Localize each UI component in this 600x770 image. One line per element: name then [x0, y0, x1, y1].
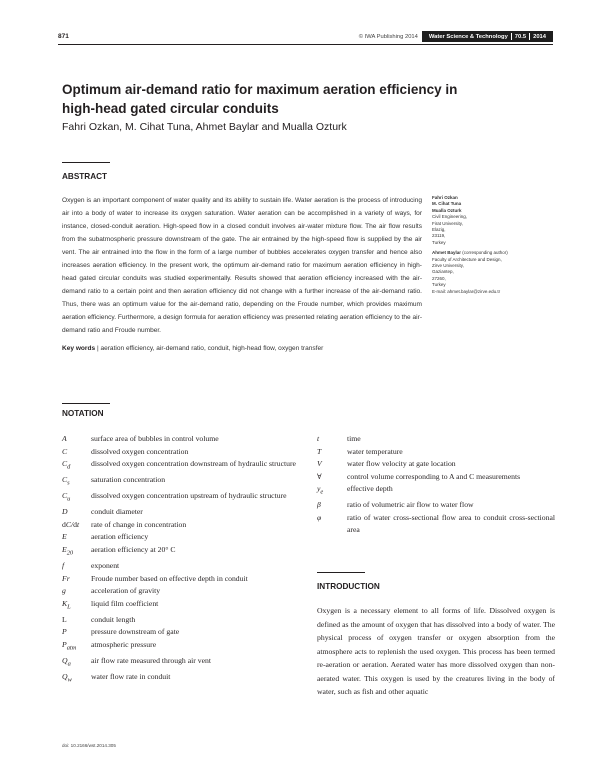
notation-row: [317, 433, 555, 446]
affil-author: Fahri Ozkan: [432, 195, 458, 200]
notation-symbol: ∀: [317, 471, 322, 481]
notation-definition: conduit diameter: [91, 507, 143, 517]
affil-line: Turkey: [432, 282, 446, 288]
section-rule: [62, 403, 110, 404]
notation-symbol: V: [317, 459, 322, 469]
introduction-heading: INTRODUCTION: [317, 582, 380, 591]
notation-definition: ratio of volumetric air flow to water flow: [347, 500, 474, 510]
affil-role: (corresponding author): [461, 250, 508, 256]
notation-row: [62, 598, 305, 614]
notation-definition: ratio of water cross-sectional flow area to conduit cross-sectional area: [347, 512, 555, 535]
notation-definition: exponent: [91, 561, 120, 571]
notation-row: [62, 626, 305, 639]
notation-symbol: $P_{atm}$: [62, 639, 77, 652]
notation-definition: control volume corresponding to A and C measurements: [347, 471, 521, 481]
journal-header: [359, 31, 553, 42]
notation-row: [62, 490, 305, 506]
keywords-label: Key words: [62, 345, 96, 352]
abstract-heading: ABSTRACT: [62, 172, 108, 181]
notation-list-left: [62, 433, 305, 687]
notation-definition: dissolved oxygen concentration upstream of hydraulic structure: [91, 491, 287, 501]
section-rule: [62, 162, 110, 163]
affil-author: Ahmet Baylar: [432, 250, 462, 256]
notation-definition: rate of change in concentration: [91, 519, 187, 529]
notation-symbol: g: [62, 586, 66, 596]
notation-symbol: dC/dt: [62, 519, 80, 529]
notation-definition: atmospheric pressure: [91, 639, 157, 649]
notation-row: [62, 433, 305, 446]
publisher-notice: © IWA Publishing 2014: [358, 33, 418, 40]
journal-year: 2014: [533, 33, 546, 40]
journal-volume: 70.5: [514, 33, 527, 40]
notation-row: [317, 512, 555, 537]
article-authors: Fahri Ozkan, M. Cihat Tuna, Ahmet Baylar and Mualla Ozturk: [62, 121, 347, 133]
notation-list-right: [317, 433, 555, 537]
notation-definition: acceleration of gravity: [91, 586, 161, 596]
notation-symbol: A: [62, 434, 67, 443]
affil-email[interactable]: E-mail: ahmet.baylar@zirve.edu.tr: [432, 288, 501, 294]
notation-symbol: β: [317, 500, 321, 510]
notation-symbol: $y_e$: [317, 484, 324, 496]
notation-symbol: t: [317, 434, 320, 443]
notation-symbol: D: [62, 507, 68, 517]
notation-definition: water temperature: [347, 446, 403, 456]
notation-definition: liquid film coefficient: [91, 598, 159, 608]
notation-definition: water flow velocity at gate location: [347, 459, 456, 469]
notation-row: [62, 560, 305, 573]
notation-row: [62, 614, 305, 627]
notation-symbol: E: [62, 532, 67, 542]
notation-row: [62, 585, 305, 598]
notation-definition: Froude number based on effective depth in conduit: [91, 573, 248, 583]
notation-definition: conduit length: [91, 614, 136, 624]
keywords: [62, 345, 422, 352]
notation-symbol: $C_d$: [62, 459, 71, 471]
affil-line: Civil Engineering,: [432, 214, 468, 220]
notation-row: [317, 458, 555, 471]
notation-row: [62, 474, 305, 490]
notation-definition: dissolved oxygen concentration: [91, 446, 189, 456]
journal-bar: [422, 31, 553, 42]
notation-row: [317, 499, 555, 512]
notation-definition: air flow rate measured through air vent: [91, 655, 211, 665]
doi[interactable]: doi: 10.2166/wst.2014.305: [62, 743, 116, 748]
notation-row: [317, 446, 555, 459]
affil-line: Turkey: [432, 239, 446, 245]
notation-definition: dissolved oxygen concentration downstream of hydraulic structure: [91, 459, 296, 469]
notation-symbol: L: [62, 614, 67, 624]
header-rule: [58, 44, 553, 45]
notation-symbol: f: [62, 561, 65, 571]
notation-symbol: C: [62, 446, 68, 456]
notation-row: [62, 655, 305, 671]
notation-definition: surface area of bubbles in control volume: [91, 434, 219, 443]
affil-line: Faculty of Architecture and Design,: [432, 256, 502, 262]
notation-row: [62, 519, 305, 532]
affiliations: [432, 195, 552, 295]
notation-symbol: φ: [317, 512, 322, 522]
notation-definition: pressure downstream of gate: [91, 627, 180, 637]
notation-symbol: $E_{20}$: [62, 544, 74, 557]
notation-symbol: $K_L$: [62, 598, 71, 611]
affil-line: Gaziantep,: [432, 269, 454, 275]
introduction-text: Oxygen is a necessary element to all forms of life. Dissolved oxygen is defined as the amount of oxygen that has dissolved into a body of water. The physical process of oxygen transfer or oxygen absorption from the atmosphere acts to replenish the used oxygen. This process has been termed re-aeration or aeration. Aerated water has more dissolved oxygen than non-aerated water. This oxygen is used by the creatures living in the body of water, such as fish and other aquatic: [317, 606, 555, 696]
notation-definition: time: [347, 434, 361, 443]
notation-row: [62, 671, 305, 687]
notation-row: [62, 544, 305, 560]
notation-symbol: T: [317, 446, 322, 456]
affil-line: 27260,: [432, 275, 446, 281]
keywords-list: aeration efficiency, air-demand ratio, conduit, high-head flow, oxygen transfer: [100, 345, 324, 352]
notation-symbol: $C_s$: [62, 475, 70, 487]
notation-symbol: $Q_w$: [62, 672, 72, 684]
notation-row: [317, 471, 555, 484]
notation-definition: effective depth: [347, 484, 393, 494]
notation-heading: NOTATION: [62, 409, 104, 418]
notation-definition: water flow rate in conduit: [91, 672, 171, 682]
notation-row: [62, 446, 305, 459]
notation-row: [62, 531, 305, 544]
article-title: Optimum air-demand ratio for maximum aeration efficiency in high-head gated circular conduits: [62, 82, 458, 116]
affil-author: Mualla Ozturk: [432, 207, 462, 213]
affil-line: Firat University,: [432, 220, 463, 226]
notation-row: [62, 639, 305, 655]
notation-definition: saturation concentration: [91, 475, 166, 485]
abstract-text: Oxygen is an important component of water quality and its ability to sustain life. Water aeration is the process of introducing air into a body of water to increase its oxygen saturation. Water aeration can be accomplished in a variety of ways, for instance, closed-conduit aeration. High-speed flow in a closed conduit involves air-water mixture flow. The air flow results from the subatmospheric pressure downstream of the gate. The air entrained by the high-speed flow is supplied by the air vent. The air entrained into the flow in the form of a large number of bubbles accelerates oxygen transfer and hence also increases aeration efficiency. In the present work, the optimum air-demand ratio for maximum aeration efficiency in high-head gated circular conduits was studied experimentally. Results showed that aeration efficiency increased with the air-demand ratio to a certain point and then aeration efficiency did not change with a further increase of the air-demand ratio. Thus, there was an optimum value for the air-demand ratio, depending on the Froude number, which provides maximum aeration efficiency. Furthermore, a design formula for aeration efficiency was presented relating aeration efficiency to the air-demand ratio and Froude number.: [62, 197, 422, 335]
keywords-separator: |: [96, 345, 101, 352]
notation-definition: aeration efficiency at 20° C: [91, 544, 176, 554]
notation-row: [62, 573, 305, 586]
page-number: 871: [58, 33, 69, 40]
notation-row: [317, 483, 555, 499]
journal-name: Water Science & Technology: [428, 33, 508, 40]
notation-row: [62, 506, 305, 519]
affil-line: 23119,: [432, 233, 446, 239]
notation-symbol: Fr: [62, 573, 70, 583]
notation-symbol: $Q_a$: [62, 655, 71, 668]
affil-line: Zirve University,: [432, 263, 464, 269]
section-rule: [317, 572, 365, 573]
affil-author: M. Cihat Tuna: [432, 201, 462, 207]
notation-definition: aeration efficiency: [91, 532, 149, 542]
affil-line: Elazig,: [432, 227, 446, 233]
notation-symbol: $C_u$: [62, 491, 71, 503]
notation-symbol: P: [62, 627, 67, 637]
notation-row: [62, 458, 305, 474]
